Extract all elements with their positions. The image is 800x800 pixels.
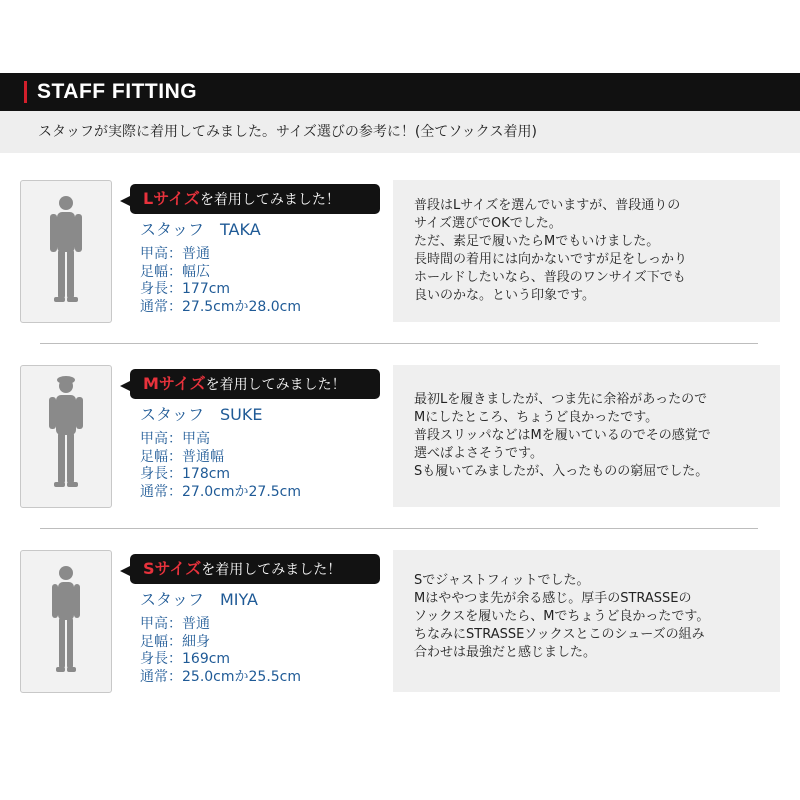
spec-instep: 甲高：甲高 [140,431,210,447]
spec-height: 身長：178cm [140,466,231,482]
spec-list [140,431,301,501]
spec-usual-size: 通常：27.5cmか28.0cm [140,298,302,315]
size-tag-text [143,188,340,211]
comment-line: Sも履いてみましたが、入ったものの窮屈でした。 [414,464,709,479]
person-silhouette-icon [21,181,111,322]
comment-line: 普段スリッパなどはMを履いているのでその感覚で [414,428,711,443]
page-title: STAFF FITTING [37,80,198,103]
spec-list [140,616,301,686]
size-label: S [143,559,155,578]
comment-text [414,197,687,305]
subtitle-banner [0,111,800,153]
spec-instep: 甲高：普通 [140,246,210,262]
staff-card-taka [0,180,800,330]
size-tag-text [143,558,341,581]
staff-photo [20,365,112,508]
comment-text [414,572,709,662]
comment-box [393,550,780,692]
spec-instep: 甲高：普通 [140,616,210,632]
comment-text [414,391,711,481]
section-divider [40,528,758,529]
tag-caption: を着用してみました！ [199,192,340,208]
spec-usual-size: 通常：27.0cmか27.5cm [140,483,302,500]
staff-photo [20,550,112,693]
spec-list [140,246,301,316]
person-silhouette-icon [21,366,111,507]
spec-width: 足幅：普通幅 [140,448,224,465]
comment-box [393,180,780,322]
comment-line: 良いのかな。という印象です。 [414,288,595,303]
size-tag [130,184,380,214]
staff-photo [20,180,112,323]
comment-line: 長時間の着用には向かないですが足をしっかり [414,252,688,267]
tag-caption: を着用してみました！ [205,377,346,393]
comment-box [393,365,780,507]
page-subtitle: スタッフが実際に着用してみました。サイズ選びの参考に！(全てソックス着用) [38,124,537,140]
spec-width: 足幅：細身 [140,633,210,650]
comment-line: ソックスを履いたら、Mでちょうど良かったです。 [414,609,710,624]
spec-height: 身長：177cm [140,281,231,297]
comment-line: 合わせは最強だと感じました。 [414,645,597,660]
staff-name: スタッフ SUKE [140,405,263,424]
size-tag [130,369,380,399]
staff-card-suke [0,365,800,515]
size-suffix: サイズ [158,374,206,393]
staff-name: スタッフ MIYA [140,590,259,609]
tag-caption: を着用してみました！ [201,562,342,578]
size-label: M [143,374,159,393]
staff-name: スタッフ TAKA [140,220,261,239]
comment-line: サイズ選びでOKでした。 [414,216,562,231]
comment-line: Mはややつま先が余る感じ。厚手のSTRASSEの [414,591,692,606]
spec-width: 足幅：幅広 [140,263,210,280]
size-suffix: サイズ [154,559,202,578]
spec-height: 身長：169cm [140,651,231,667]
size-label: L [143,189,154,208]
size-suffix: サイズ [153,189,200,208]
spec-usual-size: 通常：25.0cmか25.5cm [140,668,302,685]
comment-line: 普段はLサイズを選んでいますが、普段通りの [414,198,681,213]
person-silhouette-icon [21,551,111,692]
comment-line: 選べばよさそうです。 [414,446,543,461]
comment-line: ホールドしたいなら、普段のワンサイズ下でも [414,270,686,285]
section-header [0,73,800,111]
header-accent-bar [24,81,27,103]
size-tag-text [143,373,346,396]
staff-card-miya [0,550,800,700]
comment-line: Sでジャストフィットでした。 [414,573,590,588]
size-tag [130,554,380,584]
section-divider [40,343,758,344]
comment-line: Mにしたところ、ちょうど良かったです。 [414,410,659,425]
comment-line: ただ、素足で履いたらMでもいけました。 [414,234,660,249]
comment-line: 最初Lを履きましたが、つま先に余裕があったので [414,392,708,407]
comment-line: ちなみにSTRASSEソックスとこのシューズの組み [414,627,705,642]
